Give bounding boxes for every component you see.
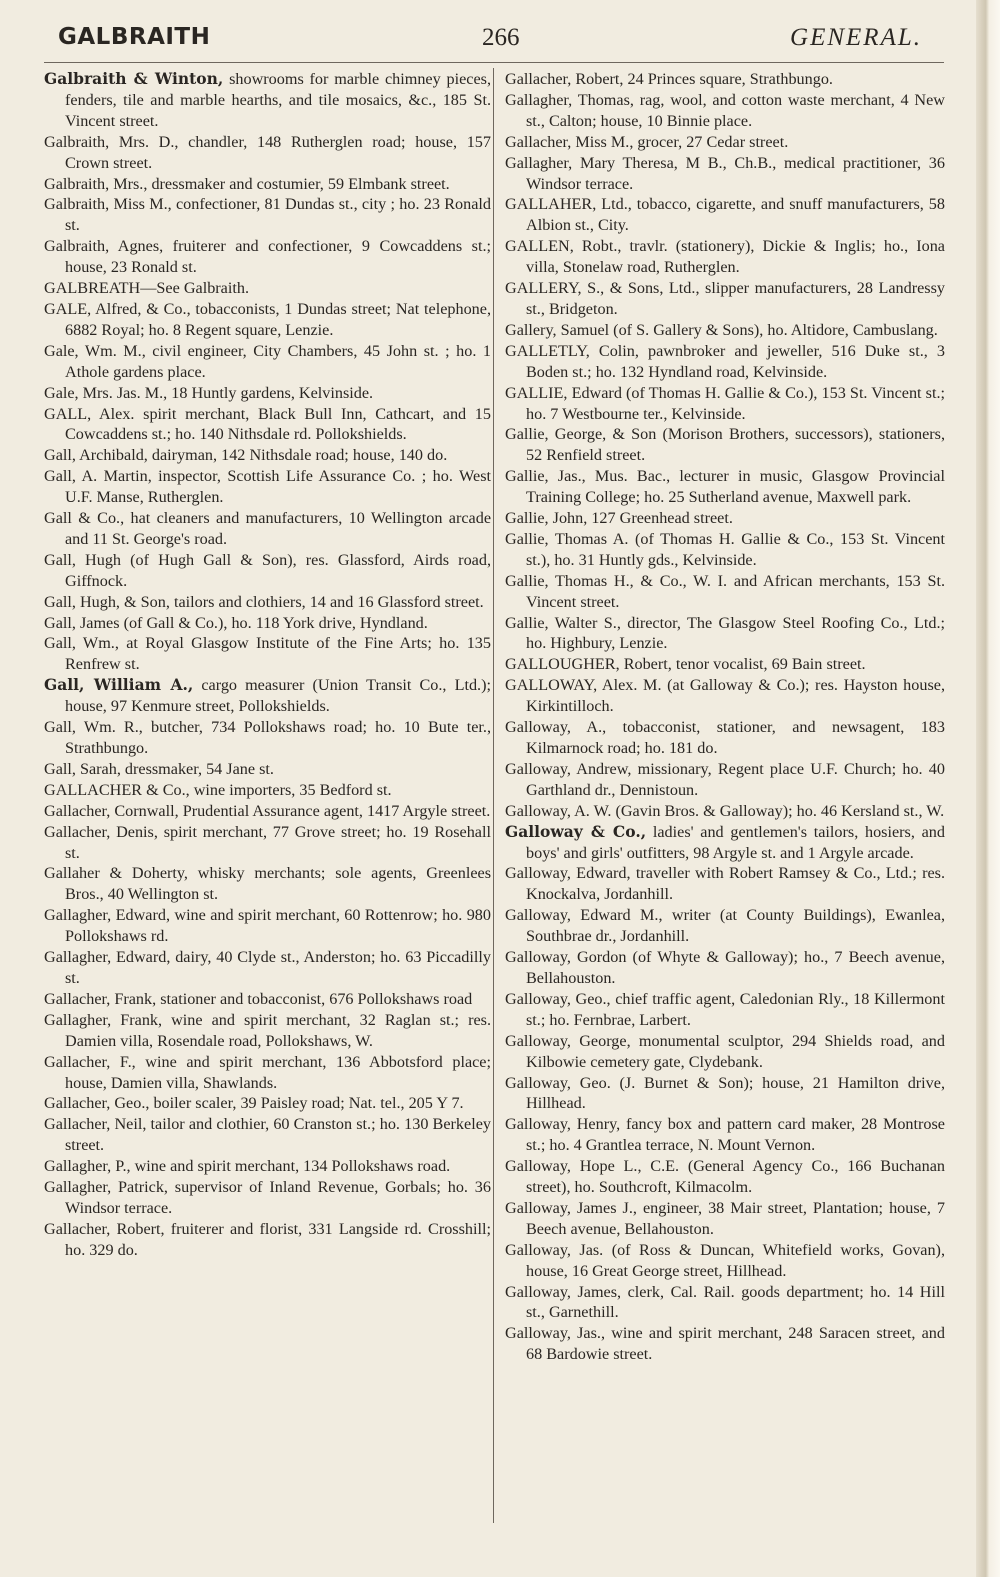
- entry-text: GALLAHER, Ltd., tobacco, cigarette, and snuff manufacturers, 58 Albion st., City.: [505, 195, 945, 235]
- directory-entry: [44, 759, 491, 780]
- directory-entry: [44, 132, 491, 174]
- directory-entry: [505, 571, 945, 613]
- directory-entry: [505, 466, 945, 508]
- directory-entry: [505, 989, 945, 1031]
- directory-entry: [505, 675, 945, 717]
- directory-entry: [505, 822, 945, 864]
- directory-entry: [44, 445, 491, 466]
- entry-text: GALE, Alfred, & Co., tobacconists, 1 Dundas street; Nat telephone, 6882 Royal; ho. 8 Regent square, Lenzie.: [44, 299, 491, 339]
- entry-text: Gallagher, Edward, wine and spirit merchant, 60 Rottenrow; ho. 980 Pollokshaws rd.: [44, 906, 491, 946]
- directory-entry: [44, 278, 491, 299]
- entry-text: GALLEN, Robt., travlr. (stationery), Dickie & Inglis; ho., Iona villa, Stonelaw road, Rutherglen.: [505, 237, 945, 277]
- entry-text: Gallacher, Geo., boiler scaler, 39 Paisley road; Nat. tel., 205 Y 7.: [44, 1094, 464, 1113]
- directory-entry: [505, 383, 945, 425]
- entry-text: Galloway, Jas. (of Ross & Duncan, Whitefield works, Govan), house, 16 Great George street, Hillhead.: [505, 1240, 945, 1280]
- entry-text: Gallagher, Thomas, rag, wool, and cotton waste merchant, 4 New st., Calton; house, 10 Binnie place.: [505, 90, 945, 130]
- entry-text: Galloway, Hope L., C.E. (General Agency Co., 166 Buchanan street), ho. Southcroft, Kilmacolm.: [505, 1157, 945, 1197]
- directory-entry: [505, 1323, 945, 1365]
- entry-text: Gallacher, Robert, fruiterer and florist, 331 Langside rd. Crosshill; ho. 329 do.: [44, 1219, 491, 1259]
- entry-text: Gallacher, Neil, tailor and clothier, 60 Cranston st.; ho. 130 Berkeley street.: [44, 1115, 491, 1155]
- page-number: 266: [482, 24, 520, 51]
- directory-entry: [44, 404, 491, 446]
- directory-entry: [44, 801, 491, 822]
- entry-text: Gallery, Samuel (of S. Gallery & Sons), ho. Altidore, Cambuslang.: [505, 320, 938, 339]
- directory-entry: [505, 1282, 945, 1324]
- entry-text: Gall, Wm., at Royal Glasgow Institute of the Fine Arts; ho. 135 Renfrew st.: [44, 634, 491, 674]
- entry-text: Gallacher, F., wine and spirit merchant, 136 Abbotsford place; house, Damien villa, Shawlands.: [44, 1052, 491, 1092]
- directory-entry: [505, 1031, 945, 1073]
- directory-entry: [505, 424, 945, 466]
- entry-text: cargo measurer (Union Transit Co., Ltd.); house, 97 Kenmure street, Pollokshields.: [65, 676, 491, 716]
- entry-lead-name: Galloway & Co.,: [505, 821, 647, 841]
- directory-entry: [44, 780, 491, 801]
- entry-text: Gall, A. Martin, inspector, Scottish Life Assurance Co. ; ho. West U.F. Manse, Rutherglen.: [44, 467, 491, 507]
- entry-text: Gallagher, Patrick, supervisor of Inland Revenue, Gorbals; ho. 36 Windsor terrace.: [44, 1178, 491, 1217]
- directory-entry: [44, 1114, 491, 1156]
- entry-text: Gallagher, Edward, dairy, 40 Clyde st., Anderston; ho. 63 Piccadilly st.: [44, 948, 491, 987]
- directory-entry: [505, 1198, 945, 1240]
- entry-text: Gallacher, Miss M., grocer, 27 Cedar street.: [505, 132, 789, 151]
- page-edge: [976, 0, 1000, 1577]
- entry-text: Galloway, Edward, traveller with Robert Ramsey & Co., Ltd.; res. Knockalva, Jordanhill.: [505, 864, 945, 904]
- directory-entry: [44, 550, 491, 592]
- directory-entry: [44, 1177, 491, 1219]
- directory-entry: [44, 466, 491, 508]
- directory-entry: [44, 675, 491, 717]
- directory-entry: [44, 822, 491, 864]
- entry-text: Galloway, Geo., chief traffic agent, Caledonian Rly., 18 Killermont st.; ho. Fernbrae, Larbert.: [505, 989, 945, 1029]
- entry-text: Gall, James (of Gall & Co.), ho. 118 York drive, Hyndland.: [44, 613, 428, 632]
- entry-text: GALLOWAY, Alex. M. (at Galloway & Co.); res. Hayston house, Kirkintilloch.: [505, 676, 945, 716]
- entry-lead-name: Gall, William A.,: [44, 675, 194, 695]
- header-rule: [44, 62, 944, 63]
- directory-entry: [44, 905, 491, 947]
- entry-text: Galloway, James J., engineer, 38 Mair street, Plantation; house, 7 Beech avenue, Bellahouston.: [505, 1198, 945, 1238]
- entry-lead-name: Galbraith & Winton,: [44, 69, 224, 88]
- entry-text: Galloway, James, clerk, Cal. Rail. goods department; ho. 14 Hill st., Garnethill.: [505, 1282, 945, 1322]
- directory-entry: [44, 717, 491, 759]
- entry-text: GALLERY, S., & Sons, Ltd., slipper manufacturers, 28 Landressy st., Bridgeton.: [505, 279, 945, 318]
- directory-column-right: [505, 69, 945, 1365]
- directory-entry: [505, 278, 945, 320]
- directory-entry: [505, 90, 945, 132]
- directory-entry: [44, 1093, 491, 1114]
- column-divider: [493, 68, 494, 1523]
- directory-entry: [44, 947, 491, 989]
- directory-entry: [44, 194, 491, 236]
- entry-text: Galloway, Geo. (J. Burnet & Son); house, 21 Hamilton drive, Hillhead.: [505, 1073, 945, 1113]
- entry-text: Gallacher, Cornwall, Prudential Assurance agent, 1417 Argyle street.: [44, 801, 491, 820]
- entry-text: Gallie, John, 127 Greenhead street.: [505, 509, 733, 528]
- entry-text: Gall, Hugh, & Son, tailors and clothiers, 14 and 16 Glassford street.: [44, 592, 484, 611]
- entry-text: showrooms for marble chimney pieces, fenders, tile and marble hearths, and tile mosaics, &c., 185 St. Vincent street.: [65, 70, 491, 130]
- entry-text: Galloway, Gordon (of Whyte & Galloway); ho., 7 Beech avenue, Bellahouston.: [505, 948, 945, 987]
- directory-entry: [505, 613, 945, 655]
- entry-text: Gall, Sarah, dressmaker, 54 Jane st.: [44, 759, 274, 778]
- entry-text: Gallie, Thomas H., & Co., W. I. and African merchants, 153 St. Vincent street.: [505, 571, 945, 611]
- entry-text: Galbraith, Miss M., confectioner, 81 Dundas st., city ; ho. 23 Ronald st.: [44, 195, 491, 235]
- running-head-left: GALBRAITH: [58, 24, 211, 50]
- directory-entry: [505, 1156, 945, 1198]
- directory-entry: [505, 1114, 945, 1156]
- directory-entry: [44, 1156, 491, 1177]
- entry-text: Gallacher, Robert, 24 Princes square, Strathbungo.: [505, 70, 833, 88]
- directory-entry: [44, 613, 491, 634]
- entry-text: Gallagher, Frank, wine and spirit merchant, 32 Raglan st.; res. Damien villa, Rosendale road, Pollokshaws, W.: [44, 1010, 491, 1050]
- directory-entry: [44, 1052, 491, 1094]
- entry-text: Gall, Archibald, dairyman, 142 Nithsdale road; house, 140 do.: [44, 446, 448, 465]
- entry-text: Gallie, Walter S., director, The Glasgow Steel Roofing Co., Ltd.; ho. Highbury, Lenzie.: [505, 613, 945, 653]
- entry-text: Gallie, Jas., Mus. Bac., lecturer in music, Glasgow Provincial Training College; ho. 25 Sutherland avenue, Maxwell park.: [505, 467, 945, 507]
- entry-text: Gall, Wm. R., butcher, 734 Pollokshaws road; ho. 10 Bute ter., Strathbungo.: [44, 718, 491, 757]
- directory-entry: [505, 654, 945, 675]
- entry-text: GALLIE, Edward (of Thomas H. Gallie & Co.), 153 St. Vincent st.; ho. 7 Westbourne ter., Kelvinside.: [505, 383, 945, 423]
- directory-entry: [44, 174, 491, 195]
- directory-entry: [505, 69, 945, 90]
- directory-entry: [505, 947, 945, 989]
- directory-entry: [44, 299, 491, 341]
- entry-text: Galloway, Edward M., writer (at County Buildings), Ewanlea, Southbrae dr., Jordanhill.: [505, 906, 945, 946]
- entry-text: GALLACHER & Co., wine importers, 35 Bedford st.: [44, 780, 392, 799]
- entry-text: Galloway, Andrew, missionary, Regent place U.F. Church; ho. 40 Garthland dr., Dennistoun.: [505, 759, 945, 799]
- entry-text: GALBREATH—See Galbraith.: [44, 279, 250, 298]
- directory-entry: [505, 194, 945, 236]
- directory-entry: [44, 236, 491, 278]
- entry-text: Gallagher, Mary Theresa, M B., Ch.B., medical practitioner, 36 Windsor terrace.: [505, 153, 945, 193]
- entry-text: Galbraith, Mrs., dressmaker and costumier, 59 Elmbank street.: [44, 174, 450, 193]
- entry-text: Galbraith, Agnes, fruiterer and confectioner, 9 Cowcaddens st.; house, 23 Ronald st.: [44, 237, 491, 277]
- entry-text: Gallacher, Denis, spirit merchant, 77 Grove street; ho. 19 Rosehall st.: [44, 822, 491, 862]
- directory-entry: [44, 863, 491, 905]
- entry-text: ladies' and gentlemen's tailors, hosiers, and boys' and girls' outfitters, 98 Argyle st. and 1 Argyle arcade.: [526, 822, 945, 862]
- directory-entry: [44, 341, 491, 383]
- directory-entry: [44, 592, 491, 613]
- entry-text: Galloway, A., tobacconist, stationer, and newsagent, 183 Kilmarnock road; ho. 181 do.: [505, 718, 945, 757]
- directory-entry: [505, 1240, 945, 1282]
- running-head-right: GENERAL.: [790, 24, 922, 51]
- directory-entry: [505, 863, 945, 905]
- entry-text: Galloway, Jas., wine and spirit merchant, 248 Saracen street, and 68 Bardowie street.: [505, 1324, 945, 1364]
- directory-entry: [505, 153, 945, 195]
- directory-entry: [44, 69, 491, 132]
- directory-entry: [505, 320, 945, 341]
- directory-column-left: [44, 69, 491, 1261]
- directory-entry: [44, 383, 491, 404]
- directory-entry: [44, 508, 491, 550]
- entry-text: GALLOUGHER, Robert, tenor vocalist, 69 Bain street.: [505, 655, 866, 674]
- entry-text: Gallaher & Doherty, whisky merchants; sole agents, Greenlees Bros., 40 Wellington st.: [44, 864, 491, 904]
- directory-entry: [505, 508, 945, 529]
- entry-text: Gallie, Thomas A. (of Thomas H. Gallie & Co., 153 St. Vincent st.), ho. 31 Huntly gds., Kelvinside.: [505, 529, 945, 569]
- directory-entry: [44, 989, 491, 1010]
- directory-entry: [505, 905, 945, 947]
- directory-entry: [505, 529, 945, 571]
- entry-text: GALL, Alex. spirit merchant, Black Bull Inn, Cathcart, and 15 Cowcaddens st.; ho. 140 Nithsdale rd. Pollokshields.: [44, 404, 491, 444]
- directory-entry: [505, 236, 945, 278]
- entry-text: Gall, Hugh (of Hugh Gall & Son), res. Glassford, Airds road, Giffnock.: [44, 550, 491, 590]
- entry-text: Gallacher, Frank, stationer and tobacconist, 676 Pollokshaws road: [44, 989, 473, 1008]
- directory-entry: [44, 1010, 491, 1052]
- directory-entry: [505, 1073, 945, 1115]
- directory-entry: [44, 1219, 491, 1261]
- directory-entry: [505, 341, 945, 383]
- directory-entry: [44, 633, 491, 675]
- entry-text: GALLETLY, Colin, pawnbroker and jeweller, 516 Duke st., 3 Boden st.; ho. 132 Hyndland road, Kelvinside.: [505, 341, 945, 381]
- entry-text: Galloway, A. W. (Gavin Bros. & Galloway); ho. 46 Kersland st., W.: [505, 801, 945, 820]
- page-header: [58, 24, 922, 58]
- entry-text: Galloway, George, monumental sculptor, 294 Shields road, and Kilbowie cemetery gate, Clydebank.: [505, 1031, 945, 1071]
- entry-text: Gale, Wm. M., civil engineer, City Chambers, 45 John st. ; ho. 1 Athole gardens place.: [44, 341, 491, 381]
- directory-entry: [505, 132, 945, 153]
- entry-text: Gallie, George, & Son (Morison Brothers, successors), stationers, 52 Renfield street.: [505, 425, 945, 465]
- directory-entry: [505, 759, 945, 801]
- entry-text: Gale, Mrs. Jas. M., 18 Huntly gardens, Kelvinside.: [44, 383, 374, 402]
- entry-text: Gall & Co., hat cleaners and manufacturers, 10 Wellington arcade and 11 St. George's road.: [44, 509, 491, 548]
- entry-text: Gallagher, P., wine and spirit merchant, 134 Pollokshaws road.: [44, 1157, 451, 1176]
- entry-text: Galbraith, Mrs. D., chandler, 148 Rutherglen road; house, 157 Crown street.: [44, 132, 491, 172]
- directory-entry: [505, 801, 945, 822]
- directory-entry: [505, 717, 945, 759]
- entry-text: Galloway, Henry, fancy box and pattern card maker, 28 Montrose st.; ho. 4 Grantlea terrace, N. Mount Vernon.: [505, 1115, 945, 1155]
